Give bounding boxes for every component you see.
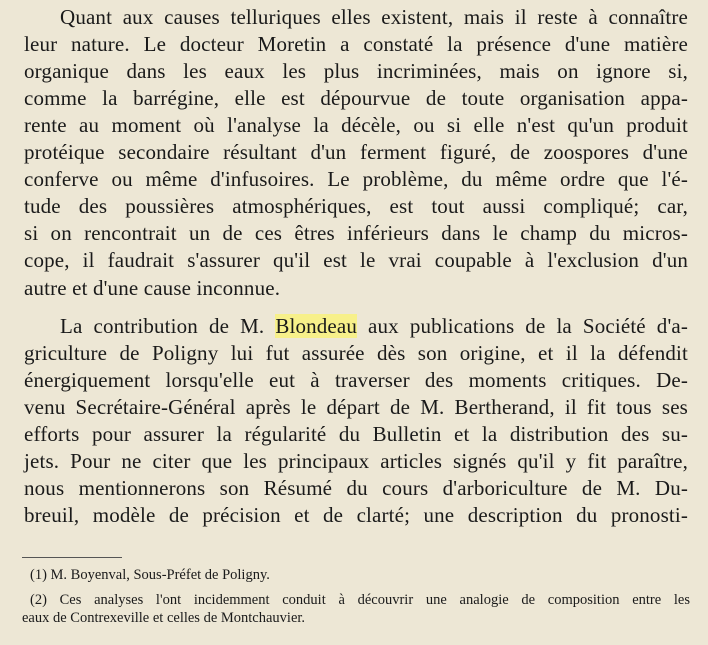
- paragraph2-line-1: [60, 313, 688, 339]
- highlighted-name: Blondeau: [275, 314, 358, 338]
- paragraph2-line1-before: La contribution de M.: [60, 314, 276, 338]
- footnote-separator: [22, 557, 122, 558]
- paragraph1-line-7: conferve ou même d'infusoires. Le problème, du même ordre que l'é-: [24, 167, 688, 191]
- paragraph2-line-6: jets. Pour ne citer que les principaux articles signés qu'il y fit paraître,: [24, 449, 688, 473]
- footnote-1: (1) M. Boyenval, Sous-Préfet de Poligny.: [30, 567, 270, 583]
- footnote-2-line-2: eaux de Contrexeville et celles de Montchauvier.: [22, 610, 306, 626]
- paragraph2-line-3: énergiquement lorsqu'elle eut à traverser des moments critiques. De-: [24, 368, 688, 392]
- paragraph1-line-1: Quant aux causes telluriques elles existent, mais il reste à connaître: [60, 5, 688, 29]
- paragraph2-line-7: nous mentionnerons son Résumé du cours d'arboriculture de M. Du-: [24, 476, 688, 500]
- paragraph2-line-8: breuil, modèle de précision et de clarté; une description du pronosti-: [24, 503, 688, 527]
- paragraph1-line-5: rente au moment où l'analyse la décèle, ou si elle n'est qu'un produit: [24, 113, 688, 137]
- paragraph1-line-4: comme la barrégine, elle est dépourvue de toute organisation appa-: [24, 86, 688, 110]
- paragraph2-line1-after: aux publications de la Société d'a-: [357, 314, 688, 338]
- paragraph1-line-8: tude des poussières atmosphériques, est tout aussi compliqué; car,: [24, 194, 688, 218]
- paragraph2-line-4: venu Secrétaire-Général après le départ de M. Bertherand, il fit tous ses: [24, 395, 688, 419]
- paragraph1-line-3: organique dans les eaux les plus incriminées, mais on ignore si,: [24, 59, 688, 83]
- paragraph1-line-10: cope, il faudrait s'assurer qu'il est le vrai coupable à l'exclusion d'un: [24, 248, 688, 272]
- footnote-2-line-1: (2) Ces analyses l'ont incidemment conduit à découvrir une analogie de composition entre les: [30, 592, 690, 608]
- paragraph2-line-5: efforts pour assurer la régularité du Bulletin et la distribution des su-: [24, 422, 688, 446]
- paragraph1-line-9: si on rencontrait un de ces êtres inférieurs dans le champ du micros-: [24, 221, 688, 245]
- paragraph2-line-2: griculture de Poligny lui fut assurée dès son origine, et il la défendit: [24, 341, 688, 365]
- paragraph1-line-2: leur nature. Le docteur Moretin a constaté la présence d'une matière: [24, 32, 688, 56]
- paragraph1-line-6: protéique secondaire résultant d'un ferment figuré, de zoospores d'une: [24, 140, 688, 164]
- paragraph1-line-11: autre et d'une cause inconnue.: [24, 276, 281, 300]
